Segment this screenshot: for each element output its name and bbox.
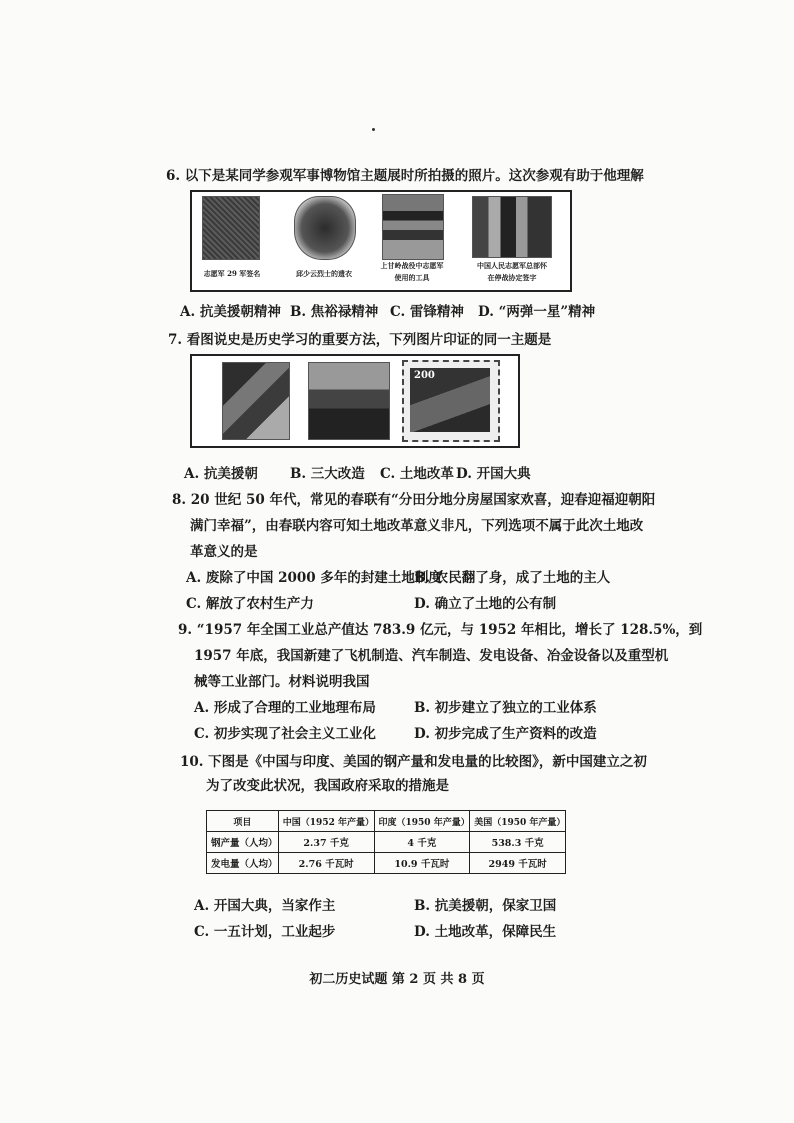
q6-photo-tools: [382, 194, 444, 260]
q6-option-a: A. 抗美援朝精神: [180, 304, 281, 320]
q7-option-a: A. 抗美援朝: [184, 466, 258, 482]
q9-option-a: A. 形成了合理的工业地理布局: [194, 700, 376, 716]
table-header-cell: 中国（1952 年产量）: [278, 811, 374, 832]
q7-photo-1: [222, 362, 290, 440]
q6-stem: 6. 以下是某同学参观军事博物馆主题展时所拍摄的照片。这次参观有助于他理解: [166, 168, 644, 184]
q6-photo-signatures: [202, 196, 260, 260]
q7-stamp: [402, 360, 500, 442]
q6-photo-armistice: [472, 196, 552, 258]
q8-option-b: B. 农民翻了身，成了土地的主人: [414, 570, 611, 586]
q6-option-d: D. “两弹一星”精神: [478, 304, 596, 320]
table-row: [207, 832, 566, 853]
q7-photo-strip: [190, 354, 520, 448]
q9-stem-line-1: 9. “1957 年全国工业总产值达 783.9 亿元，与 1952 年相比，增长了 128.5%，到: [178, 622, 703, 638]
table-header-cell: 美国（1950 年产量）: [470, 811, 566, 832]
q10-option-b: B. 抗美援朝，保家卫国: [414, 898, 557, 914]
table-cell: 10.9 千瓦时: [374, 853, 470, 874]
q10-option-a: A. 开国大典，当家作主: [194, 898, 336, 914]
q6-caption-3a: 上甘岭战役中志愿军: [380, 261, 444, 270]
q6-caption-2: 邱少云烈士的遗衣: [296, 269, 352, 278]
q10-comparison-table: [206, 810, 566, 874]
q8-option-c: C. 解放了农村生产力: [186, 596, 314, 612]
q6-option-c: C. 雷锋精神: [390, 304, 464, 320]
table-row: [207, 853, 566, 874]
q9-stem-line-2: 1957 年底，我国新建了飞机制造、汽车制造、发电设备、冶金设备以及重型机: [194, 648, 669, 664]
q6-caption-4b: 在停战协定签字: [487, 273, 537, 282]
table-header-cell: 印度（1950 年产量）: [374, 811, 470, 832]
q9-option-d: D. 初步完成了生产资料的改造: [414, 726, 597, 742]
q8-stem-line-1: 8. 20 世纪 50 年代，常见的春联有“分田分地分房屋国家欢喜，迎春迎福迎朝阳: [172, 492, 656, 508]
q7-option-b: B. 三大改造: [290, 466, 365, 482]
q6-photo-strip: [190, 190, 572, 292]
page-footer: 初二历史试题 第 2 页 共 8 页: [309, 972, 485, 987]
q10-stem-line-1: 10. 下图是《中国与印度、美国的钢产量和发电量的比较图》，新中国建立之初: [180, 754, 647, 770]
q6-option-b: B. 焦裕禄精神: [290, 304, 379, 320]
q7-stem: 7. 看图说史是历史学习的重要方法，下列图片印证的同一主题是: [168, 332, 552, 348]
table-header-cell: 项目: [207, 811, 279, 832]
q6-caption-4a: 中国人民志愿军总部怀: [477, 261, 547, 270]
q8-stem-line-3: 革意义的是: [190, 544, 258, 560]
q8-stem-line-2: 满门幸福”，由春联内容可知土地改革意义非凡，下列选项不属于此次土地改: [190, 518, 644, 534]
q6-caption-1: 志愿军 29 军签名: [203, 269, 261, 278]
table-cell: 2949 千瓦时: [470, 853, 566, 874]
table-cell: 钢产量（人均）: [207, 832, 279, 853]
q7-option-d: D. 开国大典: [456, 466, 531, 482]
table-cell: 2.76 千瓦时: [278, 853, 374, 874]
q10-option-c: C. 一五计划，工业起步: [194, 924, 336, 940]
q6-caption-3b: 使用的工具: [394, 273, 430, 282]
q7-stamp-value: 200: [414, 370, 435, 381]
table-cell: 538.3 千克: [470, 832, 566, 853]
q7-photo-2: [308, 362, 390, 440]
table-cell: 2.37 千克: [278, 832, 374, 853]
table-header-row: [207, 811, 566, 832]
q9-option-b: B. 初步建立了独立的工业体系: [414, 700, 597, 716]
q7-option-c: C. 土地改革: [380, 466, 454, 482]
q9-option-c: C. 初步实现了社会主义工业化: [194, 726, 376, 742]
table-cell: 4 千克: [374, 832, 470, 853]
q8-option-d: D. 确立了土地的公有制: [414, 596, 557, 612]
q10-stem-line-2: 为了改变此状况，我国政府采取的措施是: [206, 778, 449, 794]
q6-photo-garment: [294, 196, 356, 260]
speck: [372, 128, 375, 131]
q9-stem-line-3: 械等工业部门。材料说明我国: [194, 674, 370, 690]
q8-option-a: A. 废除了中国 2000 多年的封建土地制度: [186, 570, 442, 586]
q10-option-d: D. 土地改革，保障民生: [414, 924, 557, 940]
table-cell: 发电量（人均）: [207, 853, 279, 874]
